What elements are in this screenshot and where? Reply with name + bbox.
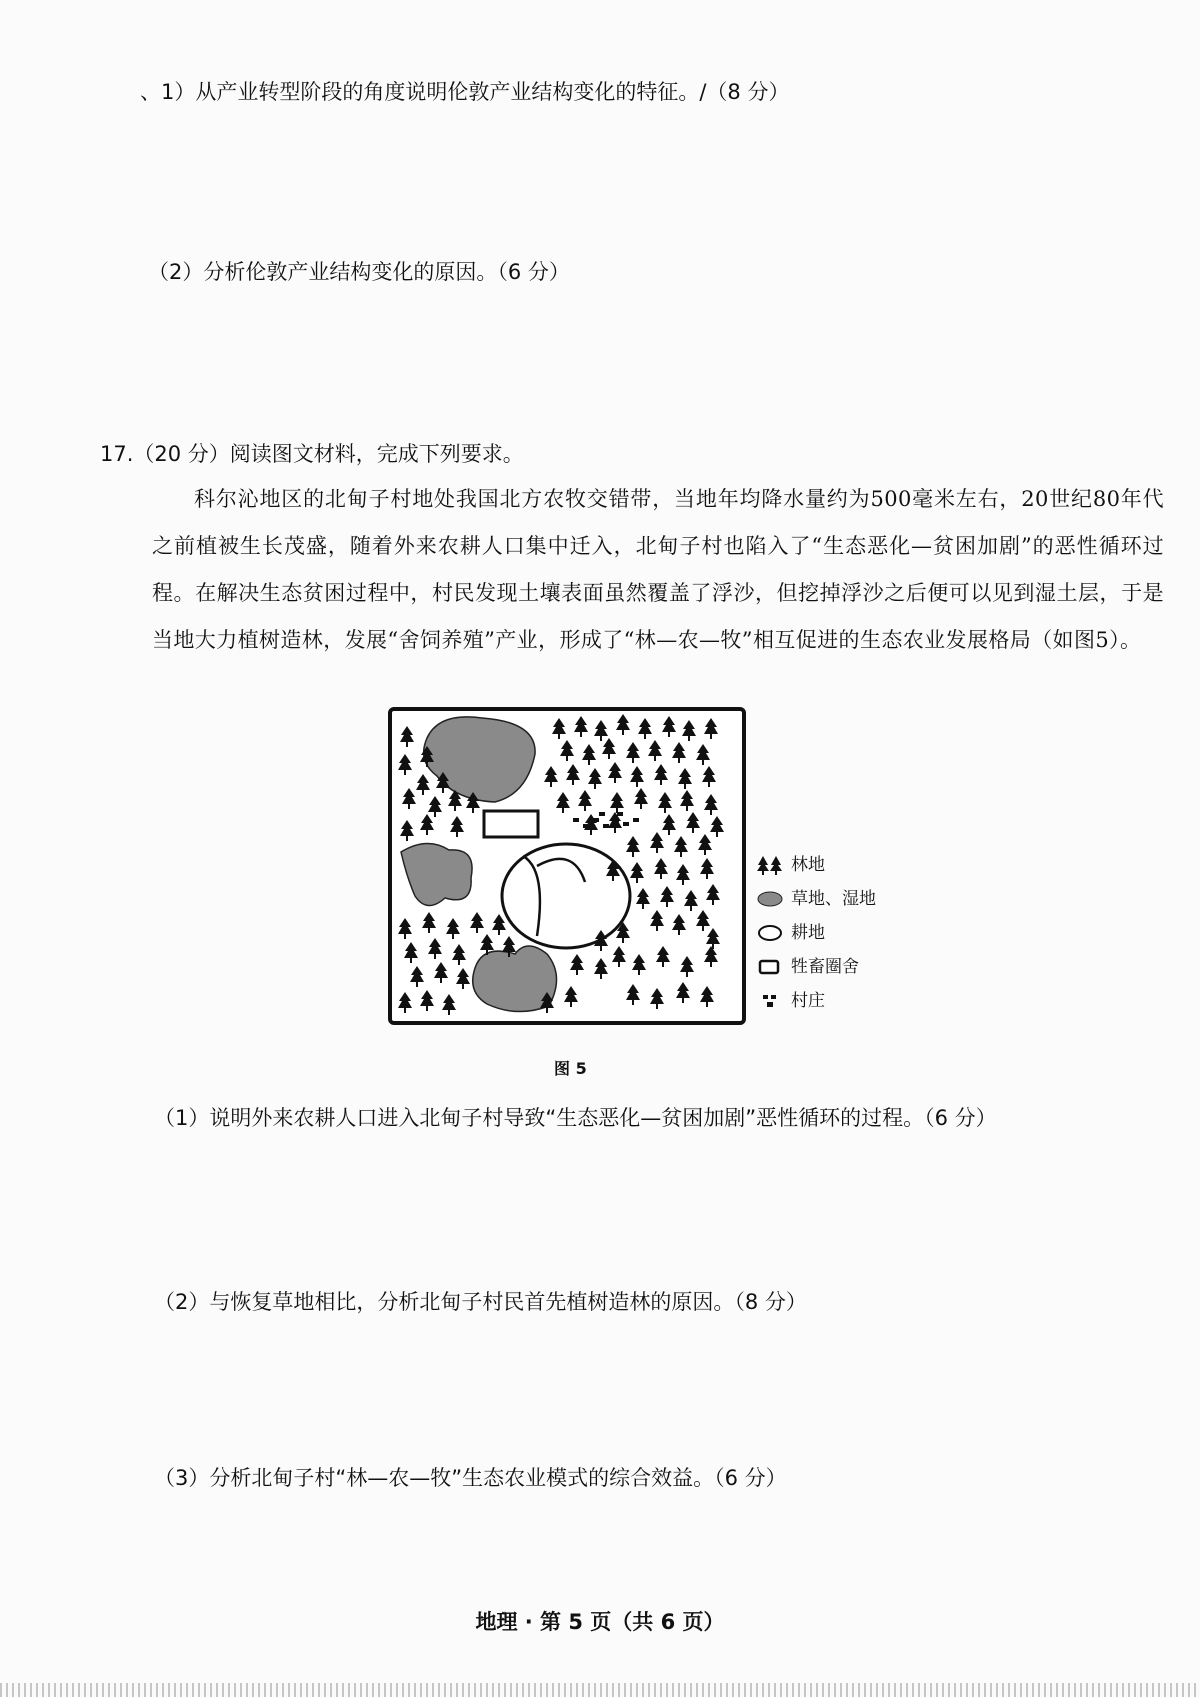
- question-16-part-1: 、1）从产业转型阶段的角度说明伦敦产业结构变化的特征。/（8 分）: [140, 80, 790, 104]
- village-house: [573, 818, 579, 822]
- legend-forest: [757, 854, 825, 876]
- figure-legend: [757, 854, 907, 1024]
- question-17-material: 科尔沁地区的北甸子村地处我国北方农牧交错带，当地年均降水量约为500毫米左右，20世纪80年代之前植被生长茂盛，随着外来农耕人口集中迁入，北甸子村也陷入了“生态恶化—贫困加剧”的恶性循环过程。在解决生态贫困过程中，村民发现土壤表面虽然覆盖了浮沙，但挖掉浮沙之后便可以见到湿土层，于是当地大力植树造林，发展“舍饲养殖”产业，形成了“林—农—牧”相互促进的生态农业发展格局（如图5）。: [152, 487, 1164, 652]
- legend-village-label: 村庄: [791, 991, 825, 1011]
- legend-village: [757, 990, 825, 1012]
- figure-5-map: [387, 706, 747, 1026]
- livestock-pen-icon: [757, 957, 783, 977]
- legend-grassland: [757, 888, 876, 910]
- legend-livestock-pen-label: 牲畜圈舍: [791, 957, 859, 977]
- forest-icon: [757, 855, 783, 875]
- farmland-icon: [757, 923, 783, 943]
- legend-farmland-label: 耕地: [791, 923, 825, 943]
- grassland-icon: [757, 889, 783, 909]
- legend-livestock-pen: [757, 956, 859, 978]
- question-17-header: 17.（20 分）阅读图文材料，完成下列要求。: [100, 442, 524, 466]
- question-17-sub-3: （3）分析北甸子村“林—农—牧”生态农业模式的综合效益。（6 分）: [154, 1466, 787, 1490]
- legend-grassland-label: 草地、湿地: [791, 889, 876, 909]
- legend-farmland: [757, 922, 825, 944]
- question-17-sub-1: （1）说明外来农耕人口进入北甸子村导致“生态恶化—贫困加剧”恶性循环的过程。（6 分）: [154, 1106, 997, 1130]
- scan-noise: [0, 1683, 1200, 1697]
- village-house: [623, 822, 629, 826]
- village-house: [599, 812, 605, 816]
- question-17-sub-2: （2）与恢复草地相比，分析北甸子村民首先植树造林的原因。（8 分）: [154, 1290, 807, 1314]
- village-house: [603, 824, 609, 828]
- village-house: [633, 818, 639, 822]
- page-footer: 地理 · 第 5 页（共 6 页）: [475, 1610, 725, 1634]
- legend-forest-label: 林地: [791, 855, 825, 875]
- village-icon: [757, 991, 783, 1011]
- question-16-part-2: （2）分析伦敦产业结构变化的原因。（6 分）: [148, 260, 570, 284]
- figure-caption: 图 5: [554, 1059, 587, 1078]
- livestock-pen: [484, 811, 538, 837]
